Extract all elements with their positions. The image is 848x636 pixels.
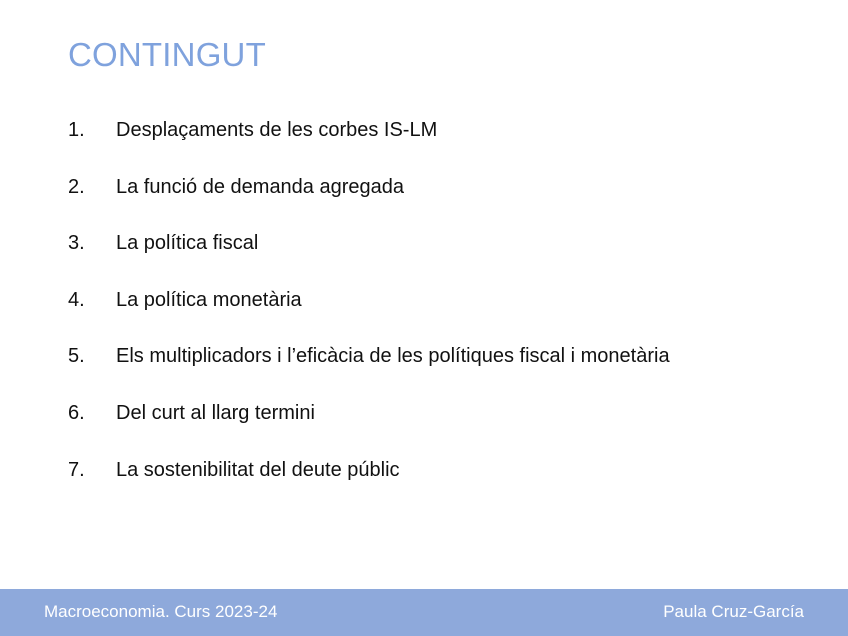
item-number: 7.	[68, 458, 85, 481]
item-number: 1.	[68, 119, 85, 141]
list-item	[68, 286, 670, 343]
item-number: 4.	[68, 288, 85, 311]
course-label: Macroeconomia. Curs 2023-24	[44, 602, 278, 621]
author-label: Paula Cruz-García	[663, 602, 804, 621]
item-text: La política monetària	[116, 288, 302, 311]
item-text: La política fiscal	[116, 232, 259, 255]
item-text: La sostenibilitat del deute públic	[116, 458, 400, 481]
item-text: Del curt al llarg termini	[116, 401, 315, 424]
slide-title: CONTINGUT	[68, 36, 266, 73]
list-item	[68, 116, 670, 173]
list-item	[68, 229, 670, 286]
item-text: La funció de demanda agregada	[116, 175, 405, 198]
item-number: 5.	[68, 345, 85, 368]
item-number: 2.	[68, 175, 85, 198]
list-item	[68, 456, 670, 513]
item-number: 6.	[68, 401, 85, 424]
contents-list	[68, 116, 670, 512]
list-item	[68, 399, 670, 456]
item-number: 3.	[68, 232, 85, 255]
item-text: Desplaçaments de les corbes IS-LM	[116, 119, 438, 141]
list-item	[68, 173, 670, 230]
list-item	[68, 342, 670, 399]
footer-bar	[0, 589, 848, 636]
item-text: Els multiplicadors i l’eficàcia de les polítiques fiscal i monetària	[116, 345, 670, 368]
